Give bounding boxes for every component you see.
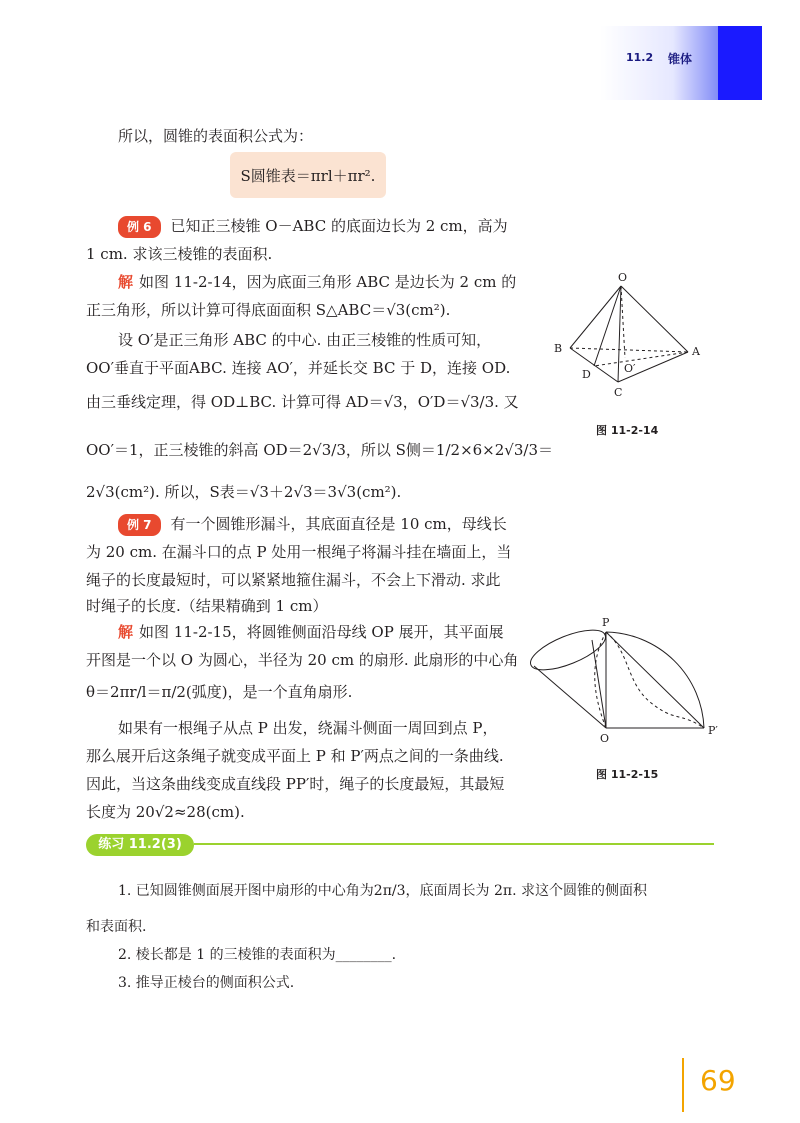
example7-solution-2: 开图是一个以 O 为圆心，半径为 20 cm 的扇形. 此扇形的中心角 [86, 651, 519, 669]
label-b: B [554, 342, 563, 355]
cone-surface-formula [230, 152, 386, 198]
example7-line-2: 为 20 cm. 在漏斗口的点 P 处用一根绳子将漏斗挂在墙面上，当 [86, 543, 512, 561]
example7-solution-7: 长度为 20√2≈28(cm). [86, 803, 245, 821]
label-o-prime: O′ [624, 362, 636, 375]
example6-tag: 例 6 [118, 216, 161, 238]
example7-solution-5: 那么展开后这条绳子就变成平面上 P 和 P′两点之间的一条曲线. [86, 747, 504, 765]
label-c: C [614, 386, 623, 399]
exercise-item-1: 1. 已知圆锥侧面展开图中扇形的中心角为2π/3，底面周长为 2π. 求这个圆锥的侧面积 [118, 883, 647, 899]
figure2-caption: 图 11-2-15 [596, 768, 659, 781]
label-o: O [618, 271, 628, 284]
section-title: 锥体 [668, 52, 693, 66]
example7-solution-3: θ＝2πr/l＝π/2(弧度)，是一个直角扇形. [86, 683, 353, 701]
example6-solution-5: 由三垂线定理，得 OD⊥BC. 计算可得 AD＝√3，O′D＝√3/3. 又 [86, 393, 519, 411]
line-oo1-hidden [621, 286, 625, 358]
example6-solution-3: 设 O′是正三角形 ABC 的中心. 由正三棱锥的性质可知， [118, 331, 492, 349]
edge-ob [570, 286, 621, 348]
edge-oc [618, 286, 621, 382]
page-number: 69 [700, 1064, 736, 1097]
edge-ba-hidden [570, 348, 688, 352]
figure-cone-sector [530, 612, 730, 752]
exercise-item-3: 3. 推导正棱台的侧面积公式. [118, 975, 295, 991]
solution-marker: 解 [118, 273, 134, 291]
edge-od [594, 286, 621, 366]
example6-line-2: 1 cm. 求该三棱锥的表面积. [86, 245, 273, 263]
page-number-rule [682, 1058, 684, 1112]
label-o: O [600, 732, 610, 745]
edge-oa [621, 286, 688, 352]
cone-side-2 [592, 640, 606, 728]
example7-tag: 例 7 [118, 514, 161, 536]
example6-line-1: 例 6 已知正三棱锥 O－ABC 的底面边长为 2 cm，高为 [118, 216, 508, 238]
example7-solution-1: 解 如图 11-2-15，将圆锥侧面沿母线 OP 展开，其平面展 [118, 623, 504, 641]
header-color-bar [718, 26, 762, 100]
edge-bc [570, 348, 618, 382]
exercise-divider [194, 843, 714, 845]
label-d: D [582, 368, 591, 381]
label-p-prime: P′ [708, 724, 718, 737]
exercise-tag: 练习 11.2(3) [86, 834, 194, 856]
exercise-item-1-cont: 和表面积. [86, 919, 147, 935]
example6-solution-2: 正三角形，所以计算可得底面面积 S△ABC＝√3(cm²). [86, 301, 451, 319]
formula-text: S圆锥表＝πrl＋πr². [240, 166, 376, 185]
example7-line-3: 绳子的长度最短时，可以紧紧地箍住漏斗，不会上下滑动. 求此 [86, 571, 501, 589]
label-a: A [692, 345, 700, 358]
example6-solution-7: 2√3(cm²). 所以，S表＝√3＋2√3＝3√3(cm²). [86, 483, 402, 501]
line-ad-hidden [594, 352, 688, 366]
solution-marker: 解 [118, 623, 134, 641]
section-number: 11.2 [626, 51, 654, 64]
figure1-caption: 图 11-2-14 [596, 424, 659, 437]
cone-side-1 [534, 666, 606, 728]
label-p: P [602, 616, 610, 629]
intro-text: 所以，圆锥的表面积公式为： [118, 127, 314, 145]
example7-line-4: 时绳子的长度.（结果精确到 1 cm） [86, 597, 328, 615]
example7-solution-4: 如果有一根绳子从点 P 出发，绕漏斗侧面一周回到点 P， [118, 719, 498, 737]
example7-solution-6: 因此，当这条曲线变成直线段 PP′时，绳子的长度最短，其最短 [86, 775, 505, 793]
example7-line-1: 例 7 有一个圆锥形漏斗，其底面直径是 10 cm，母线长 [118, 514, 507, 536]
example6-solution-6: OO′＝1，正三棱锥的斜高 OD＝2√3/3，所以 S侧＝1/2×6×2√3/3＝ [86, 441, 553, 459]
exercise-item-2: 2. 棱长都是 1 的三棱锥的表面积为________. [118, 947, 397, 963]
figure-pyramid [540, 266, 710, 416]
example6-solution-1: 解 如图 11-2-14，因为底面三角形 ABC 是边长为 2 cm 的 [118, 273, 517, 291]
example6-solution-4: OO′垂直于平面ABC. 连接 AO′，并延长交 BC 于 D，连接 OD. [86, 359, 511, 377]
